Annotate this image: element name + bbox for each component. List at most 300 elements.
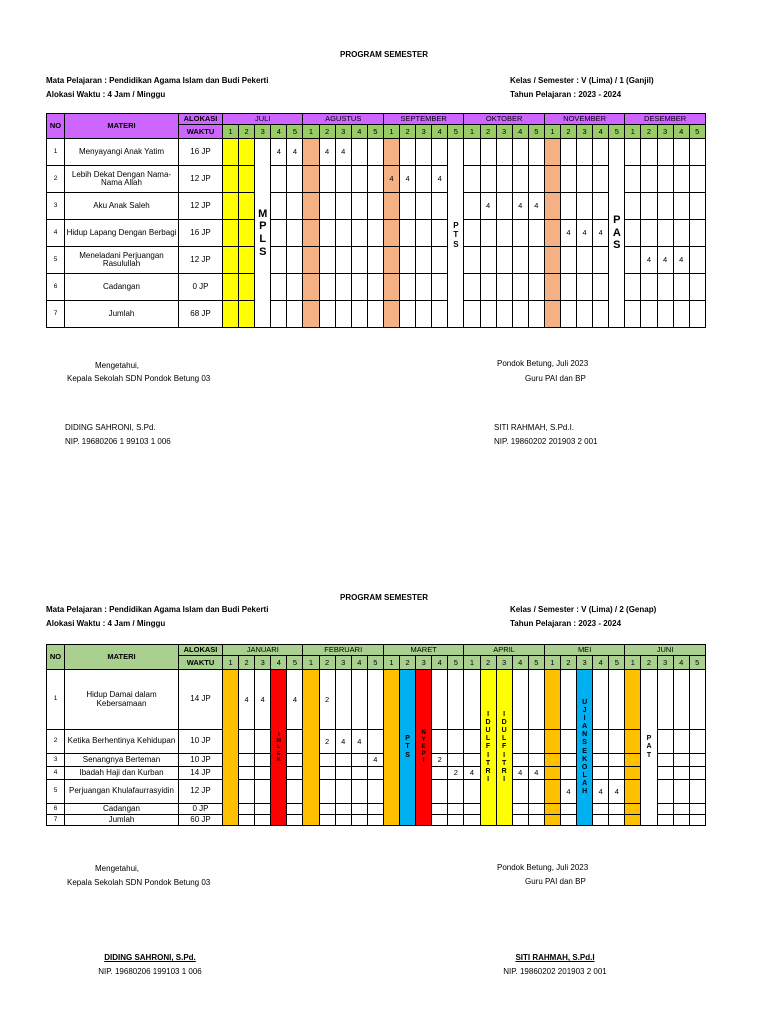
- week-number: 5: [287, 656, 303, 670]
- schedule-cell: [464, 730, 480, 754]
- schedule-cell: [593, 247, 609, 274]
- schedule-cell: [335, 220, 351, 247]
- schedule-cell: [432, 767, 448, 780]
- table-row: [47, 220, 706, 247]
- schedule-cell: 2: [319, 730, 335, 754]
- schedule-cell: [223, 139, 239, 166]
- row-jp: 0 JP: [179, 804, 223, 815]
- schedule-cell: [625, 767, 641, 780]
- schedule-cell: [528, 730, 544, 754]
- week-number: 3: [255, 125, 271, 139]
- schedule-cell: [689, 754, 705, 767]
- schedule-cell: [689, 301, 705, 328]
- sem2-place-date: Pondok Betung, Juli 2023: [497, 863, 589, 872]
- sem2-kepsek-title: Kepala Sekolah SDN Pondok Betung 03: [67, 878, 211, 887]
- schedule-cell: [593, 274, 609, 301]
- schedule-cell: [528, 247, 544, 274]
- table-row: [47, 301, 706, 328]
- sem1-guru-name: SITI RAHMAH, S.Pd.I.: [494, 423, 575, 432]
- table-row: [47, 274, 706, 301]
- schedule-cell: [593, 815, 609, 826]
- schedule-cell: [464, 166, 480, 193]
- row-materi: Jumlah: [65, 301, 179, 328]
- row-materi: Jumlah: [65, 815, 179, 826]
- week-number: 2: [560, 125, 576, 139]
- schedule-cell: [303, 220, 319, 247]
- schedule-cell: [303, 247, 319, 274]
- schedule-cell: [367, 301, 383, 328]
- schedule-cell: [593, 193, 609, 220]
- schedule-cell: [689, 730, 705, 754]
- sem1-place-date: Pondok Betung, Juli 2023: [497, 359, 589, 368]
- schedule-cell: [432, 804, 448, 815]
- sem1-kepsek-title: Kepala Sekolah SDN Pondok Betung 03: [67, 374, 211, 383]
- row-materi: Cadangan: [65, 274, 179, 301]
- schedule-cell: [335, 301, 351, 328]
- schedule-cell: 2: [448, 767, 464, 780]
- schedule-cell: [367, 780, 383, 804]
- schedule-cell: [641, 301, 657, 328]
- schedule-cell: [367, 767, 383, 780]
- schedule-cell: [239, 301, 255, 328]
- schedule-cell: [271, 274, 287, 301]
- week-number: 5: [367, 656, 383, 670]
- schedule-cell: [367, 670, 383, 730]
- col-materi-header: MATERI: [65, 114, 179, 139]
- sem2-schedule-table: [46, 644, 706, 826]
- schedule-cell: [673, 139, 689, 166]
- schedule-cell: [400, 139, 416, 166]
- sem1-kepsek-nip: NIP. 19680206 1 99103 1 006: [65, 437, 171, 446]
- schedule-cell: [239, 247, 255, 274]
- schedule-cell: [223, 193, 239, 220]
- schedule-cell: 4: [239, 670, 255, 730]
- schedule-cell: [544, 780, 560, 804]
- schedule-cell: 4: [512, 767, 528, 780]
- schedule-cell: [544, 166, 560, 193]
- row-jp: 12 JP: [179, 193, 223, 220]
- month-maret: MARET: [383, 645, 463, 656]
- schedule-cell: [367, 804, 383, 815]
- schedule-cell: [287, 301, 303, 328]
- schedule-cell: [400, 301, 416, 328]
- schedule-cell: [560, 274, 576, 301]
- schedule-cell: [416, 166, 432, 193]
- schedule-cell: [464, 301, 480, 328]
- schedule-cell: [223, 301, 239, 328]
- week-number: 1: [303, 125, 319, 139]
- schedule-cell: [464, 139, 480, 166]
- schedule-cell: [577, 166, 593, 193]
- schedule-cell: [239, 730, 255, 754]
- schedule-cell: [657, 139, 673, 166]
- row-materi: Perjuangan Khulafaurrasyidin: [65, 780, 179, 804]
- row-jp: 68 JP: [179, 301, 223, 328]
- pts-column: [400, 670, 416, 826]
- schedule-cell: [400, 247, 416, 274]
- month-september: SEPTEMBER: [383, 114, 463, 125]
- schedule-cell: [448, 670, 464, 730]
- week-number: 5: [609, 125, 625, 139]
- week-number: 4: [593, 656, 609, 670]
- schedule-cell: [351, 815, 367, 826]
- schedule-cell: [673, 670, 689, 730]
- schedule-cell: [480, 247, 496, 274]
- schedule-cell: [560, 767, 576, 780]
- schedule-cell: [432, 780, 448, 804]
- row-jp: 12 JP: [179, 247, 223, 274]
- week-number: 4: [512, 656, 528, 670]
- sem2-kelas: Kelas / Semester : V (Lima) / 2 (Genap): [510, 605, 657, 614]
- schedule-cell: [432, 730, 448, 754]
- schedule-cell: [544, 730, 560, 754]
- schedule-cell: [448, 780, 464, 804]
- schedule-cell: [432, 139, 448, 166]
- schedule-cell: [319, 767, 335, 780]
- schedule-cell: [512, 754, 528, 767]
- week-number: 2: [239, 656, 255, 670]
- month-mei: MEI: [544, 645, 624, 656]
- schedule-cell: [673, 780, 689, 804]
- schedule-cell: [625, 274, 641, 301]
- schedule-cell: [351, 220, 367, 247]
- table-row: [47, 139, 706, 166]
- schedule-cell: [560, 804, 576, 815]
- schedule-cell: [657, 804, 673, 815]
- pts-column-label: P T S: [453, 221, 459, 249]
- schedule-cell: [223, 247, 239, 274]
- col-alokasi-header: ALOKASI: [179, 645, 223, 656]
- table-row: [47, 815, 706, 826]
- schedule-cell: 4: [287, 670, 303, 730]
- schedule-cell: [239, 274, 255, 301]
- pts-column: [448, 139, 464, 328]
- month-november: NOVEMBER: [544, 114, 624, 125]
- schedule-cell: 4: [657, 247, 673, 274]
- schedule-cell: [544, 767, 560, 780]
- schedule-cell: [351, 670, 367, 730]
- schedule-cell: 4: [271, 139, 287, 166]
- week-number: 1: [544, 656, 560, 670]
- schedule-cell: [351, 139, 367, 166]
- schedule-cell: [416, 301, 432, 328]
- sem2-kepsek-nip: NIP. 19680206 199103 1 006: [98, 967, 202, 976]
- idul-fitri-column-2: [496, 670, 512, 826]
- schedule-cell: [577, 247, 593, 274]
- sem1-schedule-table: [46, 113, 706, 328]
- week-number: 5: [448, 656, 464, 670]
- schedule-cell: [464, 274, 480, 301]
- schedule-cell: [609, 815, 625, 826]
- schedule-cell: [367, 730, 383, 754]
- schedule-cell: [287, 804, 303, 815]
- schedule-cell: [448, 804, 464, 815]
- schedule-cell: [512, 730, 528, 754]
- schedule-cell: [673, 301, 689, 328]
- month-juni: JUNI: [625, 645, 705, 656]
- schedule-cell: [657, 730, 673, 754]
- schedule-cell: [480, 274, 496, 301]
- month-juli: JULI: [223, 114, 303, 125]
- schedule-cell: [367, 193, 383, 220]
- schedule-cell: [560, 166, 576, 193]
- schedule-cell: [239, 220, 255, 247]
- pat-column-label: P A T: [646, 735, 652, 759]
- schedule-cell: [673, 220, 689, 247]
- schedule-cell: [544, 815, 560, 826]
- schedule-cell: [657, 754, 673, 767]
- row-jp: 60 JP: [179, 815, 223, 826]
- pas-column-label: P A S: [612, 214, 621, 252]
- schedule-cell: [512, 220, 528, 247]
- schedule-cell: 4: [560, 220, 576, 247]
- schedule-cell: [287, 247, 303, 274]
- schedule-cell: [319, 193, 335, 220]
- week-number: 1: [625, 125, 641, 139]
- schedule-cell: [351, 767, 367, 780]
- schedule-cell: 4: [528, 193, 544, 220]
- schedule-cell: [625, 166, 641, 193]
- schedule-cell: [367, 247, 383, 274]
- sem2-title: PROGRAM SEMESTER: [339, 593, 428, 602]
- schedule-cell: [560, 815, 576, 826]
- table-row: [47, 804, 706, 815]
- week-number: 1: [544, 125, 560, 139]
- schedule-cell: [448, 754, 464, 767]
- schedule-cell: [560, 193, 576, 220]
- sem1-guru-title: Guru PAI dan BP: [525, 374, 586, 383]
- schedule-cell: [641, 139, 657, 166]
- pts-column-label: P T S: [405, 735, 410, 759]
- schedule-cell: 4: [641, 247, 657, 274]
- schedule-cell: [319, 220, 335, 247]
- week-number: 2: [560, 656, 576, 670]
- row-number: 2: [47, 166, 65, 193]
- week-number: 2: [239, 125, 255, 139]
- row-number: 1: [47, 139, 65, 166]
- schedule-cell: [560, 301, 576, 328]
- schedule-cell: [367, 274, 383, 301]
- week-number: 2: [641, 656, 657, 670]
- schedule-cell: 4: [528, 767, 544, 780]
- schedule-cell: [287, 193, 303, 220]
- schedule-cell: [351, 301, 367, 328]
- schedule-cell: [287, 166, 303, 193]
- schedule-cell: [496, 193, 512, 220]
- pas-column: [609, 139, 625, 328]
- month-desember: DESEMBER: [625, 114, 705, 125]
- week-number: 5: [609, 656, 625, 670]
- schedule-cell: 4: [480, 193, 496, 220]
- schedule-cell: [512, 301, 528, 328]
- schedule-cell: [448, 815, 464, 826]
- week-number: 5: [448, 125, 464, 139]
- mpls-column-label: M P L S: [258, 207, 268, 258]
- schedule-cell: [560, 754, 576, 767]
- schedule-cell: [689, 767, 705, 780]
- schedule-cell: [223, 220, 239, 247]
- schedule-cell: [303, 166, 319, 193]
- orange-week-february: [303, 670, 319, 826]
- row-jp: 0 JP: [179, 274, 223, 301]
- schedule-cell: [335, 754, 351, 767]
- schedule-cell: [657, 274, 673, 301]
- schedule-cell: [625, 754, 641, 767]
- col-alokasi-header: ALOKASI: [179, 114, 223, 125]
- pat-column: [641, 670, 657, 826]
- month-oktober: OKTOBER: [464, 114, 544, 125]
- week-number: 4: [673, 656, 689, 670]
- row-number: 4: [47, 767, 65, 780]
- month-agustus: AGUSTUS: [303, 114, 383, 125]
- schedule-cell: [496, 247, 512, 274]
- schedule-cell: [367, 166, 383, 193]
- sem2-mapel: Mata Pelajaran : Pendidikan Agama Islam dan Budi Pekerti: [46, 605, 269, 614]
- week-number: 5: [689, 656, 705, 670]
- week-number: 1: [464, 125, 480, 139]
- schedule-cell: [689, 247, 705, 274]
- schedule-cell: [400, 193, 416, 220]
- row-jp: 16 JP: [179, 220, 223, 247]
- schedule-cell: [577, 193, 593, 220]
- week-number: 1: [383, 656, 399, 670]
- schedule-cell: [593, 166, 609, 193]
- schedule-cell: 4: [673, 247, 689, 274]
- schedule-cell: [689, 815, 705, 826]
- schedule-cell: [319, 754, 335, 767]
- schedule-cell: [383, 247, 399, 274]
- week-number: 3: [255, 656, 271, 670]
- schedule-cell: [673, 767, 689, 780]
- schedule-cell: [448, 730, 464, 754]
- schedule-cell: [335, 247, 351, 274]
- schedule-cell: [367, 815, 383, 826]
- schedule-cell: [239, 166, 255, 193]
- schedule-cell: [351, 193, 367, 220]
- schedule-cell: [303, 139, 319, 166]
- schedule-cell: [641, 274, 657, 301]
- week-number: 4: [271, 656, 287, 670]
- schedule-cell: [367, 220, 383, 247]
- schedule-cell: [625, 780, 641, 804]
- schedule-cell: [641, 166, 657, 193]
- schedule-cell: [335, 804, 351, 815]
- row-jp: 12 JP: [179, 780, 223, 804]
- schedule-cell: [287, 780, 303, 804]
- mpls-column: [255, 139, 271, 328]
- idul-fitri-column-1: [480, 670, 496, 826]
- week-number: 3: [577, 125, 593, 139]
- row-jp: 14 JP: [179, 767, 223, 780]
- week-number: 5: [689, 125, 705, 139]
- schedule-cell: [657, 166, 673, 193]
- idul-fitri-column-1-label: I D U L F I T R I: [485, 711, 491, 783]
- row-materi: Lebih Dekat Dengan Nama-Nama Allah: [65, 166, 179, 193]
- schedule-cell: [416, 139, 432, 166]
- schedule-cell: [480, 220, 496, 247]
- week-number: 1: [383, 125, 399, 139]
- schedule-cell: [528, 670, 544, 730]
- week-number: 3: [335, 125, 351, 139]
- schedule-cell: [464, 804, 480, 815]
- schedule-cell: [287, 220, 303, 247]
- table-row: [47, 247, 706, 274]
- schedule-cell: [416, 220, 432, 247]
- schedule-cell: [512, 247, 528, 274]
- schedule-cell: 2: [319, 670, 335, 730]
- schedule-cell: [496, 274, 512, 301]
- row-materi: Hidup Damai dalam Kebersamaan: [65, 670, 179, 730]
- schedule-cell: [544, 804, 560, 815]
- schedule-cell: [432, 274, 448, 301]
- schedule-cell: [480, 301, 496, 328]
- schedule-cell: [464, 780, 480, 804]
- row-materi: Hidup Lapang Dengan Berbagi: [65, 220, 179, 247]
- schedule-cell: [512, 139, 528, 166]
- schedule-cell: 4: [560, 780, 576, 804]
- schedule-cell: [609, 730, 625, 754]
- row-number: 4: [47, 220, 65, 247]
- schedule-cell: [625, 670, 641, 730]
- schedule-cell: [239, 754, 255, 767]
- week-number: 3: [496, 656, 512, 670]
- schedule-cell: [239, 767, 255, 780]
- week-number: 2: [480, 125, 496, 139]
- week-number: 2: [319, 125, 335, 139]
- schedule-cell: [625, 815, 641, 826]
- row-number: 2: [47, 730, 65, 754]
- week-number: 1: [303, 656, 319, 670]
- schedule-cell: [432, 301, 448, 328]
- schedule-cell: [239, 815, 255, 826]
- schedule-cell: [528, 815, 544, 826]
- schedule-cell: [255, 815, 271, 826]
- schedule-cell: 4: [400, 166, 416, 193]
- schedule-cell: [593, 670, 609, 730]
- row-number: 3: [47, 193, 65, 220]
- schedule-cell: [223, 166, 239, 193]
- row-number: 3: [47, 754, 65, 767]
- schedule-cell: [512, 274, 528, 301]
- schedule-cell: 4: [335, 139, 351, 166]
- schedule-cell: [609, 670, 625, 730]
- schedule-cell: 4: [593, 220, 609, 247]
- schedule-cell: [657, 301, 673, 328]
- orange-week-january: [223, 670, 239, 826]
- sem1-kepsek-name: DIDING SAHRONI, S.Pd.: [65, 423, 156, 432]
- week-number: 3: [577, 656, 593, 670]
- week-number: 4: [351, 125, 367, 139]
- schedule-cell: [673, 193, 689, 220]
- imlek-column-label: I M L E K: [276, 731, 282, 763]
- week-number: 1: [625, 656, 641, 670]
- row-jp: 10 JP: [179, 754, 223, 767]
- week-number: 2: [400, 656, 416, 670]
- schedule-cell: 4: [577, 220, 593, 247]
- table-row: [47, 193, 706, 220]
- schedule-cell: 4: [351, 730, 367, 754]
- row-number: 5: [47, 247, 65, 274]
- week-number: 2: [319, 656, 335, 670]
- col-waktu-header: WAKTU: [179, 656, 223, 670]
- schedule-cell: [255, 804, 271, 815]
- schedule-cell: [303, 301, 319, 328]
- week-number: 3: [416, 125, 432, 139]
- week-number: 2: [480, 656, 496, 670]
- row-jp: 14 JP: [179, 670, 223, 730]
- schedule-cell: 4: [593, 780, 609, 804]
- row-jp: 16 JP: [179, 139, 223, 166]
